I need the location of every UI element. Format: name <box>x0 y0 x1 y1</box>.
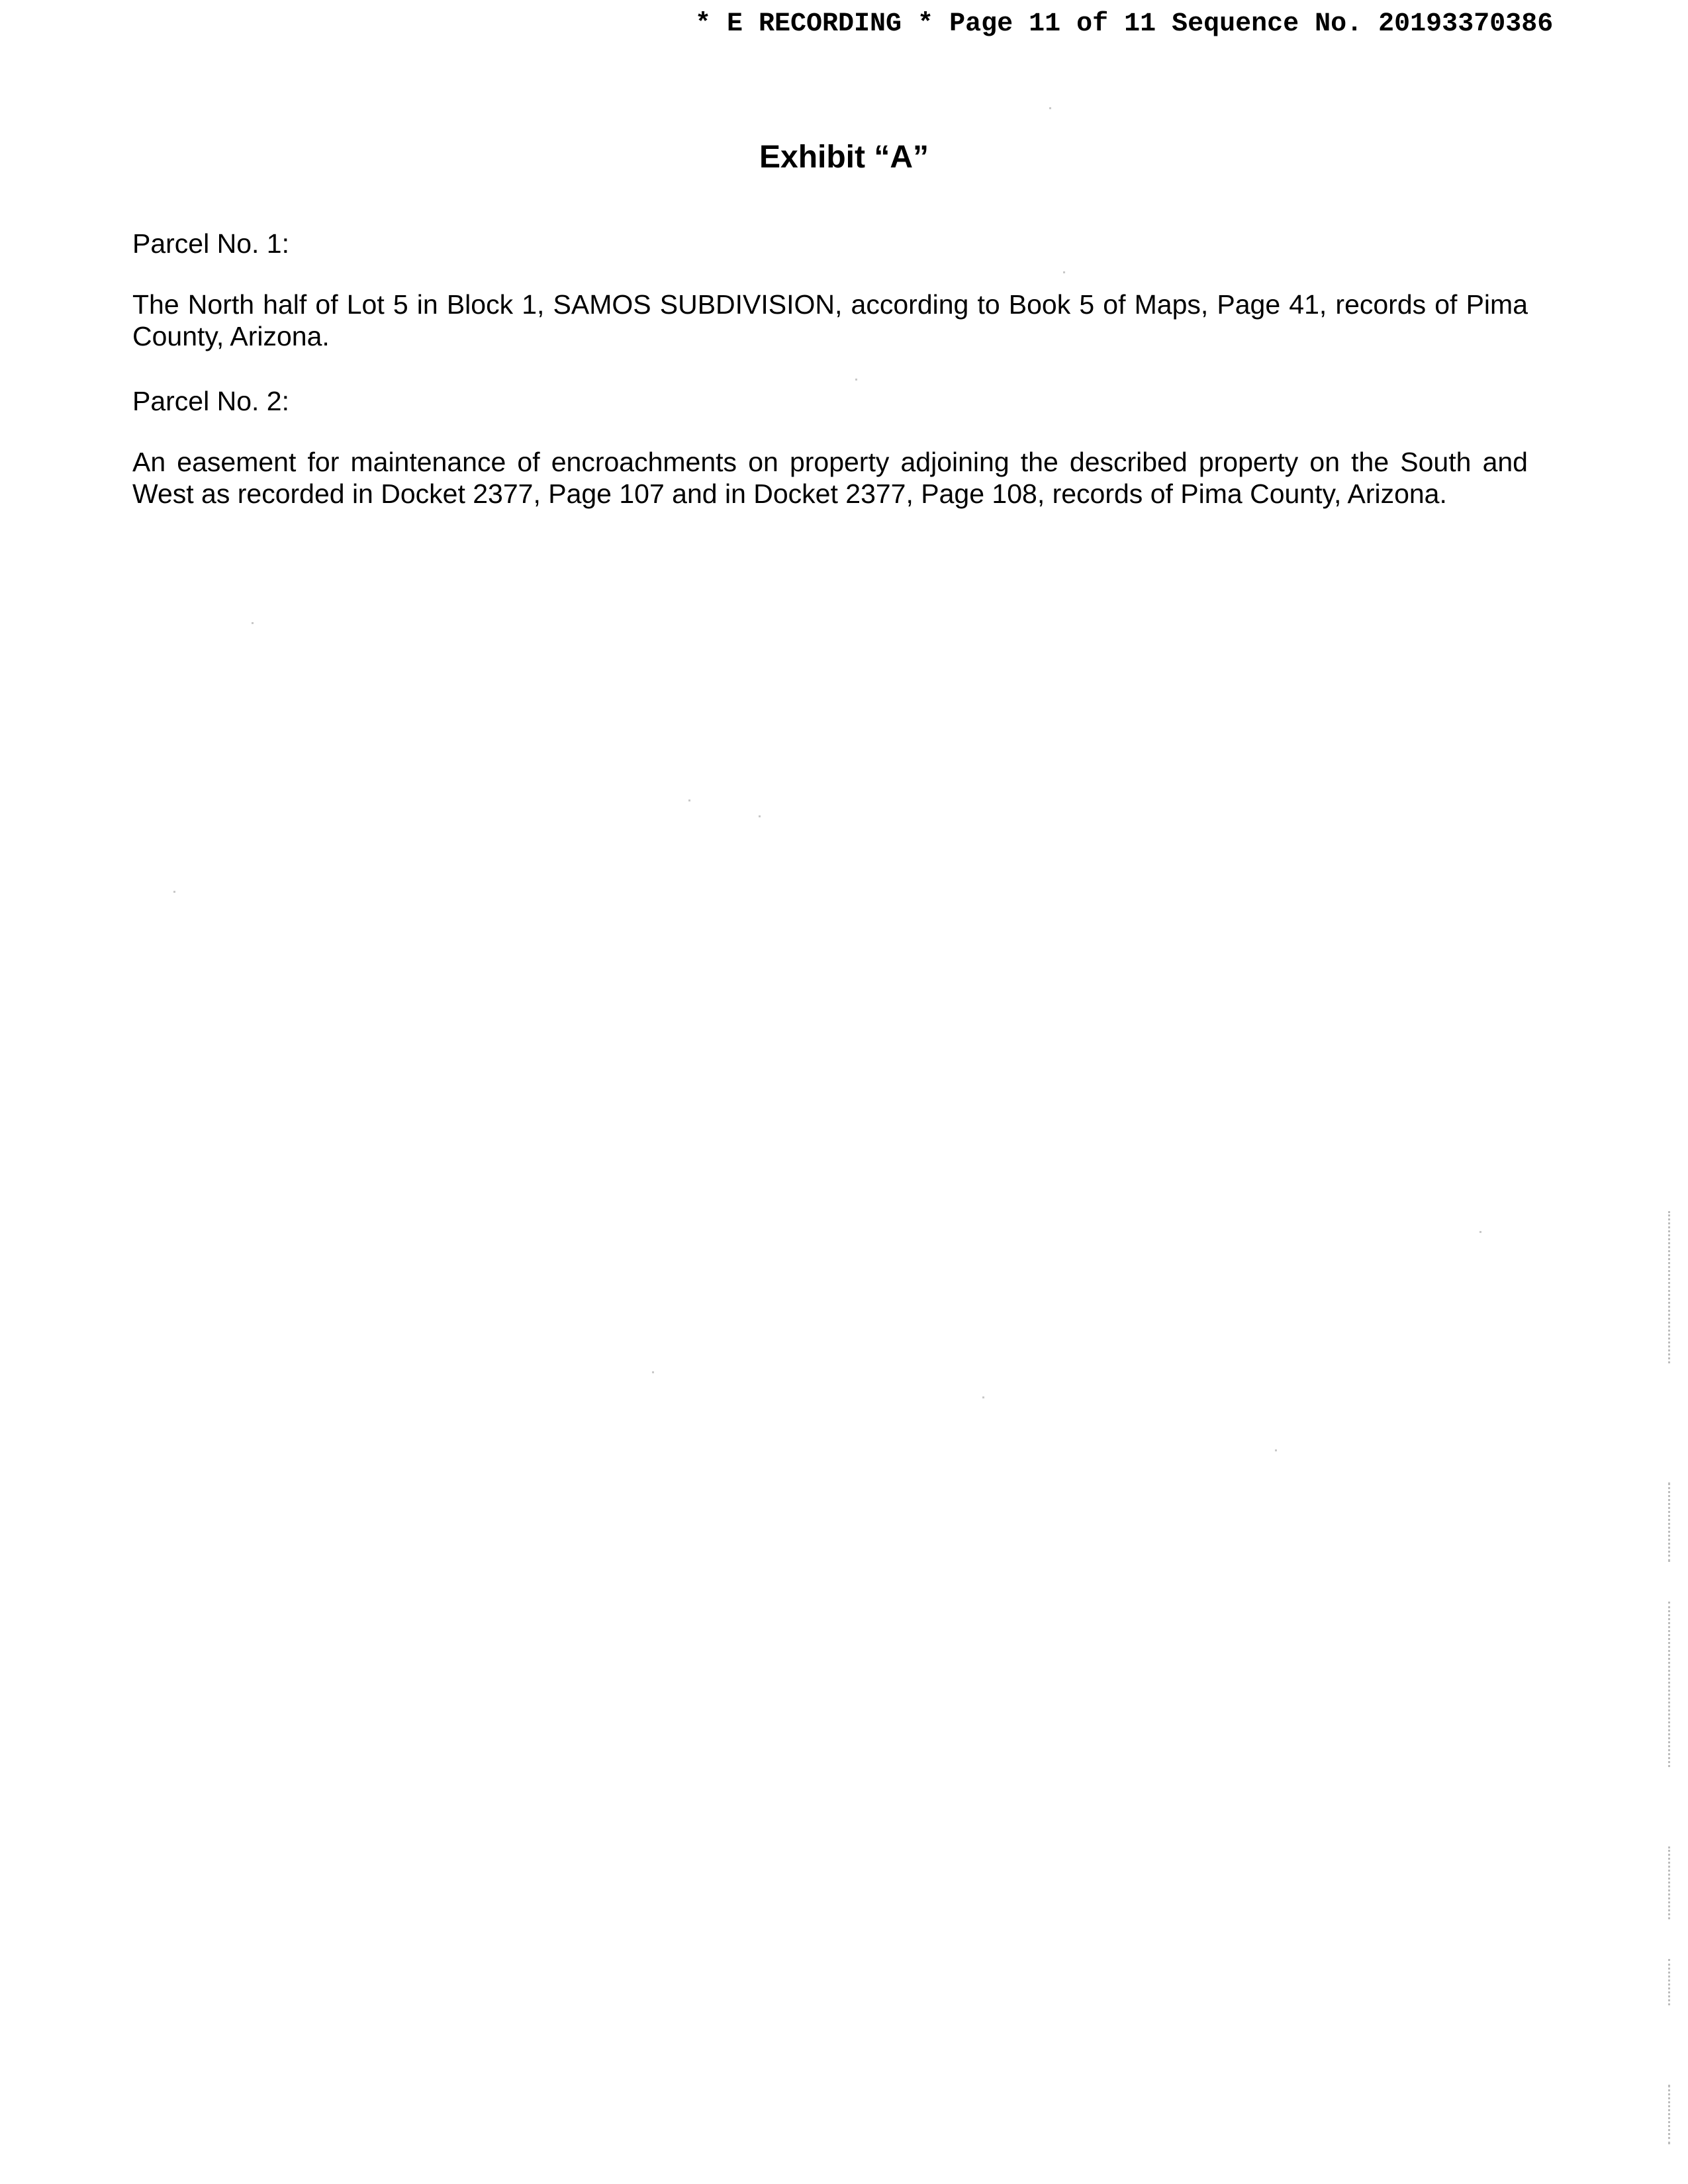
scan-speck <box>688 799 690 801</box>
recording-stamp: * E RECORDING * Page 11 of 11 Sequence No. 20193370386 <box>695 9 1554 39</box>
parcel-1-heading: Parcel No. 1: <box>132 228 289 259</box>
scan-edge-mark <box>1668 1846 1672 1919</box>
scan-edge-mark <box>1668 2085 1672 2144</box>
scan-speck <box>252 622 254 624</box>
scan-speck <box>855 379 857 381</box>
parcel-2-heading: Parcel No. 2: <box>132 386 289 416</box>
scan-speck <box>1063 271 1065 273</box>
scan-speck <box>1275 1449 1277 1451</box>
scan-speck <box>652 1371 654 1373</box>
scan-edge-mark <box>1668 1482 1672 1562</box>
scan-speck <box>1049 107 1051 109</box>
scan-speck <box>759 815 761 817</box>
scan-speck <box>1479 1231 1481 1233</box>
scan-speck <box>173 891 175 893</box>
scan-edge-mark <box>1668 1211 1672 1363</box>
parcel-1-description: The North half of Lot 5 in Block 1, SAMOS SUBDIVISION, according to Book 5 of Maps, Page 41, records of Pima County, Arizona. <box>132 289 1528 351</box>
exhibit-title: Exhibit “A” <box>759 140 929 175</box>
parcel-2-description: An easement for maintenance of encroachments on property adjoining the described property on the South and West as recorded in Docket 2377, Page 107 and in Docket 2377, Page 108, records of Pima County, Arizona. <box>132 447 1528 509</box>
scan-speck <box>982 1396 984 1398</box>
scan-edge-mark <box>1668 1602 1672 1767</box>
scan-edge-mark <box>1668 1959 1672 2005</box>
